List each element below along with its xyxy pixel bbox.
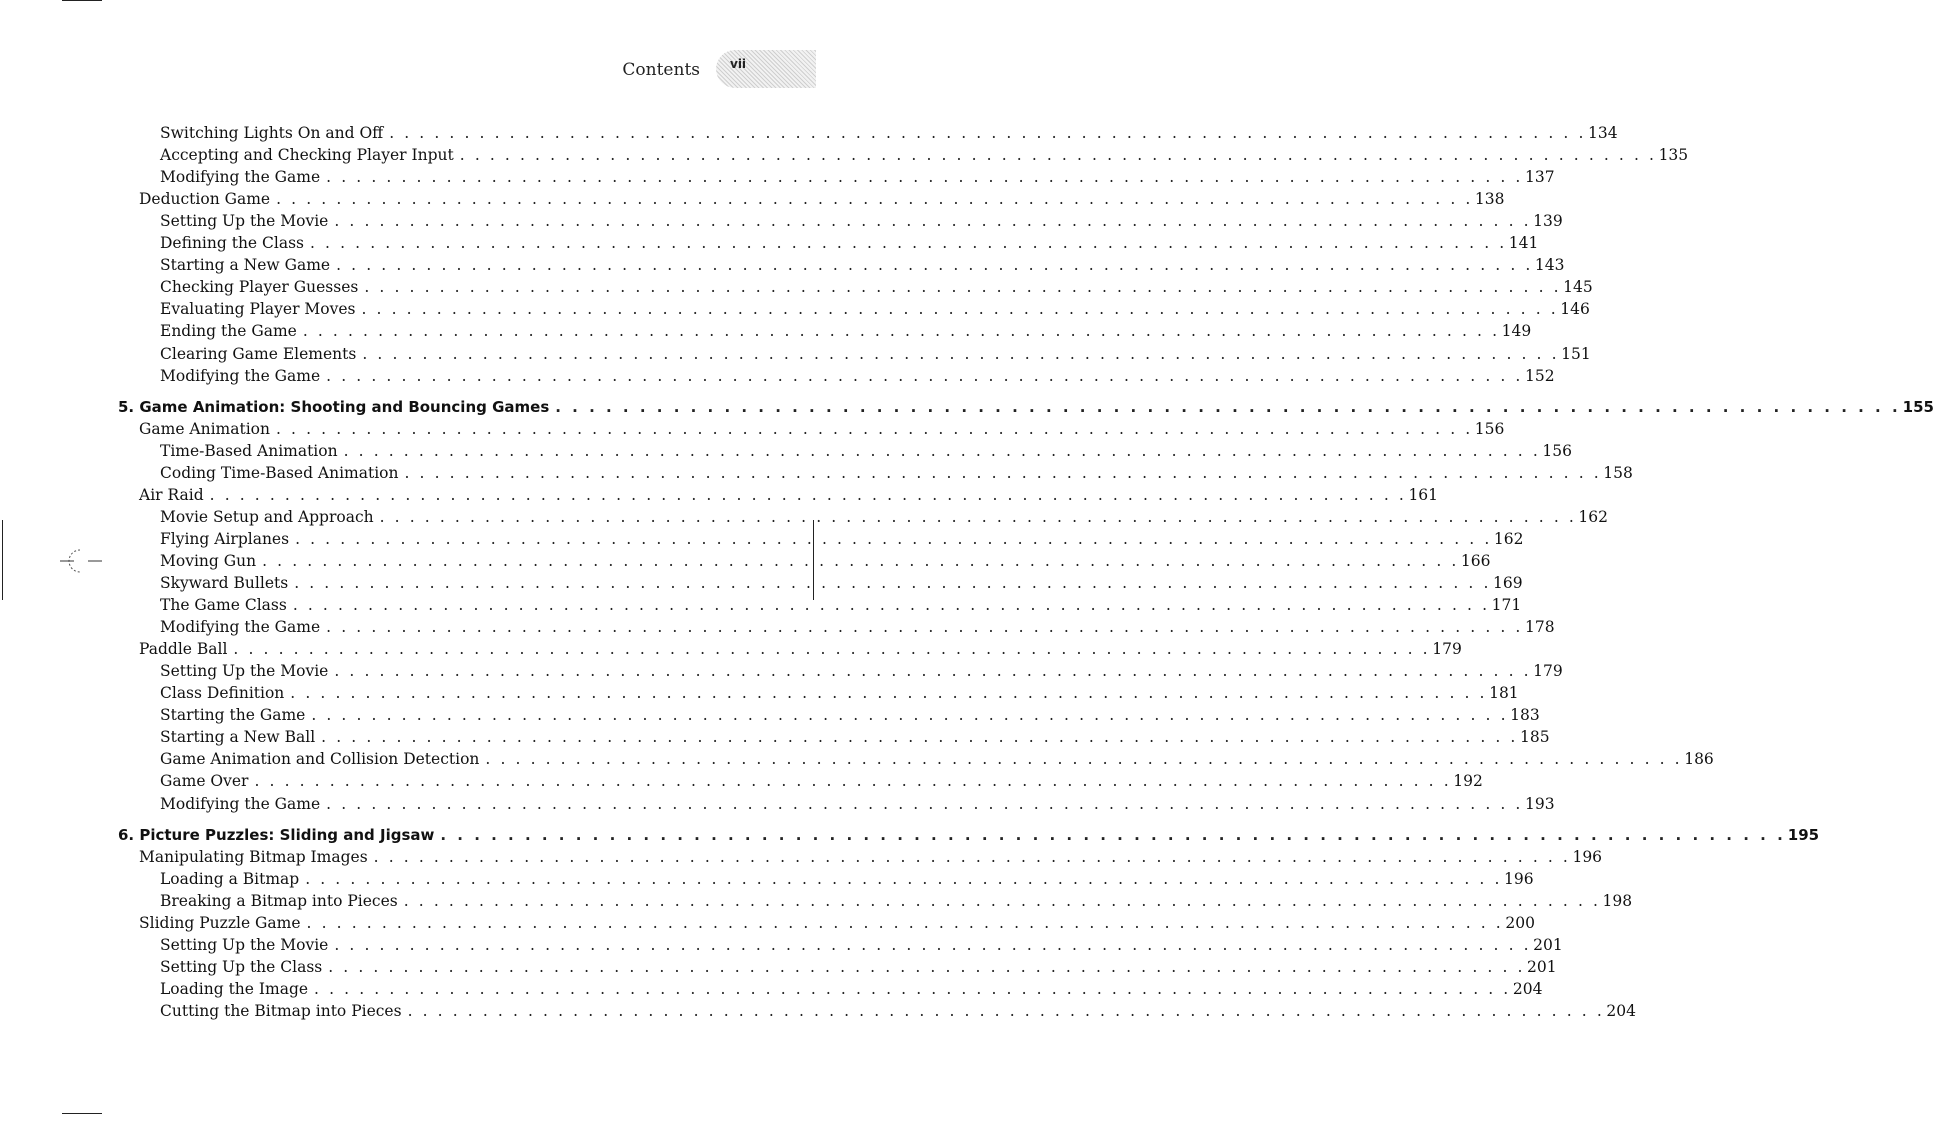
toc-entry-page: 158 (1603, 463, 1633, 482)
toc-entry-page: 155 (1902, 397, 1934, 416)
toc-entry-page: 195 (1787, 825, 1820, 844)
toc-subsection[interactable] (160, 616, 1555, 638)
dot-leader: . . . . . . . . . . . . . . . . . . . . . . . . . . . . . . . . . . . . . . . . . . . . . . . . . . . . . . . . . . . . . . . . . . . . . . . . . . . . . . . . (310, 234, 1507, 253)
toc-subsection[interactable] (160, 572, 1523, 594)
toc-subsection[interactable] (160, 682, 1519, 704)
dot-leader: . . . . . . . . . . . . . . . . . . . . . . . . . . . . . . . . . . . . . . . . . . . . . . . . . . . . . . . . . . . . . . . . . . . . . . . . . . . . . . . . (292, 596, 1490, 615)
dot-leader: . . . . . . . . . . . . . . . . . . . . . . . . . . . . . . . . . . . . . . . . . . . . . . . . . . . . . . . . . . . . . . . . . . . . . . . . . . . . . . . . (254, 772, 1452, 791)
toc-entry-page: 181 (1489, 684, 1519, 703)
dot-leader: . . . . . . . . . . . . . . . . . . . . . . . . . . . . . . . . . . . . . . . . . . . . . . . . . . . . . . . . . . . . . . . . . . . . . . . . . . . . . . . . (361, 300, 1559, 319)
toc-subsection[interactable] (160, 320, 1532, 342)
toc-section[interactable] (139, 846, 1603, 868)
toc-entry-page: 204 (1606, 1001, 1636, 1020)
dot-leader: . . . . . . . . . . . . . . . . . . . . . . . . . . . . . . . . . . . . . . . . . . . . . . . . . . . . . . . . . . . . . . . . . . . . . . . . . . . . . . . . (334, 935, 1532, 954)
toc-subsection[interactable] (160, 440, 1572, 462)
toc-subsection[interactable] (160, 660, 1563, 682)
toc-entry-title: Accepting and Checking Player Input (160, 144, 460, 166)
toc-entry-title: 6. Picture Puzzles: Sliding and Jigsaw (118, 824, 440, 846)
toc-entry-page: 156 (1542, 441, 1572, 460)
running-header (0, 58, 816, 88)
toc-entry-title: Modifying the Game (160, 793, 326, 815)
toc-entry-title: 5. Game Animation: Shooting and Bouncing Games (118, 396, 555, 418)
dot-leader: . . . . . . . . . . . . . . . . . . . . . . . . . . . . . . . . . . . . . . . . . . . . . . . . . . . . . . . . . . . . . . . . . . . . . . . . . . . . . . . . (290, 684, 1488, 703)
crop-mark-bottom-left (62, 1113, 102, 1114)
toc-entry-page: 143 (1534, 256, 1565, 275)
dot-leader: . . . . . . . . . . . . . . . . . . . . . . . . . . . . . . . . . . . . . . . . . . . . . . . . . . . . . . . . . . . . . . . . . . . . . . . . . . . . . . . . (326, 618, 1523, 637)
toc-entry-page: 156 (1474, 419, 1505, 438)
toc-subsection[interactable] (160, 365, 1555, 387)
toc-chapter[interactable] (118, 824, 1820, 846)
page-number: vii (730, 57, 747, 71)
toc-subsection[interactable] (160, 934, 1563, 956)
toc-subsection[interactable] (160, 748, 1714, 770)
toc-entry-page: 135 (1658, 146, 1689, 165)
toc-entry-title: Checking Player Guesses (160, 276, 364, 298)
dot-leader: . . . . . . . . . . . . . . . . . . . . . . . . . . . . . . . . . . . . . . . . . . . . . . . . . . . . . . . . . . . . . . . . . . . . . . . . . . . . . . . . (233, 640, 1431, 659)
toc-entry-title: Game Animation and Collision Detection (160, 748, 485, 770)
dot-leader: . . . . . . . . . . . . . . . . . . . . . . . . . . . . . . . . . . . . . . . . . . . . . . . . . . . . . . . . . . . . . . . . . . . . . . . . . . . . . . . . (276, 419, 1473, 438)
toc-entry-page: 183 (1510, 706, 1540, 725)
toc-entry-title: Cutting the Bitmap into Pieces (160, 1000, 408, 1022)
toc-entry-title: Setting Up the Movie (160, 660, 334, 682)
dot-leader: . . . . . . . . . . . . . . . . . . . . . . . . . . . . . . . . . . . . . . . . . . . . . . . . . . . . . . . . . . . . . . . . . . . . . . . . . . . . . . . . (555, 397, 1901, 416)
toc-entry-page: 178 (1524, 618, 1555, 637)
dot-leader: . . . . . . . . . . . . . . . . . . . . . . . . . . . . . . . . . . . . . . . . . . . . . . . . . . . . . . . . . . . . . . . . . . . . . . . . . . . . . . . . (343, 441, 1541, 460)
toc-entry-page: 134 (1588, 124, 1618, 142)
dot-leader: . . . . . . . . . . . . . . . . . . . . . . . . . . . . . . . . . . . . . . . . . . . . . . . . . . . . . . . . . . . . . . . . . . . . . . . . . . . . . . . . (379, 507, 1577, 526)
toc-entry-title: Game Over (160, 770, 254, 792)
toc-section[interactable] (139, 188, 1505, 210)
toc-subsection[interactable] (160, 978, 1543, 1000)
toc-entry-title: Starting a New Ball (160, 726, 321, 748)
toc-entry-title: Modifying the Game (160, 616, 326, 638)
dot-leader: . . . . . . . . . . . . . . . . . . . . . . . . . . . . . . . . . . . . . . . . . . . . . . . . . . . . . . . . . . . . . . . . . . . . . . . . . . . . . . . . (209, 485, 1407, 504)
dot-leader: . . . . . . . . . . . . . . . . . . . . . . . . . . . . . . . . . . . . . . . . . . . . . . . . . . . . . . . . . . . . . . . . . . . . . . . . . . . . . . . . (407, 1001, 1605, 1020)
dot-leader: . . . . . . . . . . . . . . . . . . . . . . . . . . . . . . . . . . . . . . . . . . . . . . . . . . . . . . . . . . . . . . . . . . . . . . . . . . . . . . . . (326, 168, 1523, 187)
dot-leader: . . . . . . . . . . . . . . . . . . . . . . . . . . . . . . . . . . . . . . . . . . . . . . . . . . . . . . . . . . . . . . . . . . . . . . . . . . . . . . . . (328, 957, 1526, 976)
toc-entry-page: 151 (1561, 344, 1591, 363)
toc-entry-title: Modifying the Game (160, 166, 326, 188)
toc-entry-title: Coding Time-Based Animation (160, 462, 405, 484)
toc-entry-title: Defining the Class (160, 232, 310, 254)
dot-leader: . . . . . . . . . . . . . . . . . . . . . . . . . . . . . . . . . . . . . . . . . . . . . . . . . . . . . . . . . . . . . . . . . . . . . . . . . . . . . . . . (294, 574, 1491, 592)
toc-entry-page: 196 (1503, 869, 1534, 888)
toc-entry-title: Breaking a Bitmap into Pieces (160, 890, 404, 912)
toc-subsection[interactable] (160, 1000, 1636, 1022)
toc-entry-title: Air Raid (139, 484, 210, 506)
dot-leader: . . . . . . . . . . . . . . . . . . . . . . . . . . . . . . . . . . . . . . . . . . . . . . . . . . . . . . . . . . . . . . . . . . . . . . . . . . . . . . . . (311, 706, 1509, 725)
crop-mark-left (2, 520, 3, 600)
toc-entry-page: 138 (1474, 190, 1505, 209)
toc-subsection[interactable] (160, 506, 1609, 528)
toc-entry-title: Class Definition (160, 682, 290, 704)
toc-entry-page: 145 (1563, 278, 1593, 297)
dot-leader: . . . . . . . . . . . . . . . . . . . . . . . . . . . . . . . . . . . . . . . . . . . . . . . . . . . . . . . . . . . . . . . . . . . . . . . . . . . . . . . . (403, 891, 1601, 910)
dot-leader: . . . . . . . . . . . . . . . . . . . . . . . . . . . . . . . . . . . . . . . . . . . . . . . . . . . . . . . . . . . . . . . . . . . . . . . . . . . . . . . . (336, 256, 1533, 275)
dot-leader: . . . . . . . . . . . . . . . . . . . . . . . . . . . . . . . . . . . . . . . . . . . . . . . . . . . . . . . . . . . . . . . . . . . . . . . . . . . . . . . . (276, 190, 1473, 209)
toc-entry-title: Time-Based Animation (160, 440, 344, 462)
toc-entry-page: 146 (1560, 300, 1590, 319)
toc-entry-title: Clearing Game Elements (160, 343, 362, 365)
toc-section[interactable] (139, 912, 1535, 934)
toc-subsection[interactable] (160, 232, 1539, 254)
toc-subsection[interactable] (160, 122, 1618, 144)
toc-entry-page: 179 (1432, 640, 1462, 659)
toc-subsection[interactable] (160, 726, 1550, 748)
toc-entry-title: Paddle Ball (139, 638, 233, 660)
toc-subsection[interactable] (160, 210, 1563, 232)
toc-entry-title: Moving Gun (160, 550, 262, 572)
toc-entry-title: Deduction Game (139, 188, 276, 210)
toc-entry-title: Setting Up the Class (160, 956, 328, 978)
toc-subsection[interactable] (160, 298, 1590, 320)
toc-entry-page: 162 (1578, 507, 1609, 526)
toc-entry-page: 201 (1533, 935, 1563, 954)
toc-entry-title: Loading the Image (160, 978, 314, 1000)
dot-leader: . . . . . . . . . . . . . . . . . . . . . . . . . . . . . . . . . . . . . . . . . . . . . . . . . . . . . . . . . . . . . . . . . . . . . . . . . . . . . . . . (305, 869, 1502, 888)
toc-entry-title: Sliding Puzzle Game (139, 912, 307, 934)
toc-entry-page: 196 (1572, 847, 1603, 866)
header-title: Contents (622, 60, 700, 80)
toc-subsection[interactable] (160, 770, 1483, 792)
dot-leader: . . . . . . . . . . . . . . . . . . . . . . . . . . . . . . . . . . . . . . . . . . . . . . . . . . . . . . . . . . . . . . . . . . . . . . . . . . . . . . . . (364, 278, 1562, 297)
toc-entry-page: 198 (1602, 891, 1633, 910)
dot-leader: . . . . . . . . . . . . . . . . . . . . . . . . . . . . . . . . . . . . . . . . . . . . . . . . . . . . . . . . . . . . . . . . . . . . . . . . . . . . . . . . (321, 728, 1518, 747)
toc-subsection[interactable] (160, 594, 1522, 616)
toc-entry-page: 193 (1524, 794, 1555, 813)
toc-subsection[interactable] (160, 144, 1689, 166)
toc-entry-title: Ending the Game (160, 320, 303, 342)
toc-entry-page: 201 (1527, 957, 1557, 976)
toc-subsection[interactable] (160, 528, 1524, 550)
dot-leader: . . . . . . . . . . . . . . . . . . . . . . . . . . . . . . . . . . . . . . . . . . . . . . . . . . . . . . . . . . . . . . . . . . . . . . . . . . . . . . . . (404, 463, 1602, 482)
toc-subsection[interactable] (160, 254, 1565, 276)
toc-entry-page: 137 (1524, 168, 1555, 187)
toc-entry-page: 161 (1408, 485, 1439, 504)
toc-subsection[interactable] (160, 890, 1633, 912)
dot-leader: . . . . . . . . . . . . . . . . . . . . . . . . . . . . . . . . . . . . . . . . . . . . . . . . . . . . . . . . . . . . . . . . . . . . . . . . . . . . . . . . (262, 551, 1459, 570)
toc-entry-title: Game Animation (139, 418, 276, 440)
dot-leader: . . . . . . . . . . . . . . . . . . . . . . . . . . . . . . . . . . . . . . . . . . . . . . . . . . . . . . . . . . . . . . . . . . . . . . . . . . . . . . . . (334, 662, 1532, 681)
toc-entry-title: Starting the Game (160, 704, 311, 726)
dot-leader: . . . . . . . . . . . . . . . . . . . . . . . . . . . . . . . . . . . . . . . . . . . . . . . . . . . . . . . . . . . . . . . . . . . . . . . . . . . . . . . . (373, 847, 1571, 866)
toc-entry-page: 179 (1533, 662, 1563, 681)
page-number-tab (716, 50, 816, 88)
toc-entry-page: 200 (1505, 913, 1535, 932)
toc-subsection[interactable] (160, 166, 1555, 188)
toc-entry-title: Flying Airplanes (160, 528, 295, 550)
toc-entry-title: The Game Class (160, 594, 293, 616)
dot-leader: . . . . . . . . . . . . . . . . . . . . . . . . . . . . . . . . . . . . . . . . . . . . . . . . . . . . . . . . . . . . . . . . . . . . . . . . . . . . . . . . (295, 529, 1492, 548)
toc-subsection[interactable] (160, 550, 1491, 572)
toc-entry-title: Switching Lights On and Off (160, 122, 389, 144)
toc-subsection[interactable] (160, 462, 1633, 484)
toc-entry-title: Modifying the Game (160, 365, 326, 387)
toc-entry-title: Manipulating Bitmap Images (139, 846, 374, 868)
toc-entry-title: Skyward Bullets (160, 572, 294, 594)
toc-entry-title: Setting Up the Movie (160, 934, 334, 956)
toc-entry-page: 141 (1508, 234, 1539, 253)
dot-leader: . . . . . . . . . . . . . . . . . . . . . . . . . . . . . . . . . . . . . . . . . . . . . . . . . . . . . . . . . . . . . . . . . . . . . . . . . . . . . . . . (389, 124, 1586, 142)
toc-subsection[interactable] (160, 343, 1591, 365)
toc-entry-title: Evaluating Player Moves (160, 298, 362, 320)
dot-leader: . . . . . . . . . . . . . . . . . . . . . . . . . . . . . . . . . . . . . . . . . . . . . . . . . . . . . . . . . . . . . . . . . . . . . . . . . . . . . . . . (314, 979, 1511, 998)
toc-section[interactable] (139, 484, 1439, 506)
toc-entry-page: 152 (1524, 366, 1555, 385)
toc-subsection[interactable] (160, 793, 1555, 815)
dot-leader: . . . . . . . . . . . . . . . . . . . . . . . . . . . . . . . . . . . . . . . . . . . . . . . . . . . . . . . . . . . . . . . . . . . . . . . . . . . . . . . . (459, 146, 1657, 165)
toc-subsection[interactable] (160, 704, 1540, 726)
toc-entry-page: 186 (1684, 750, 1714, 769)
toc-entry-page: 139 (1533, 212, 1563, 231)
crop-mark-top-left (62, 0, 102, 1)
toc-entry-page: 166 (1460, 551, 1491, 570)
toc-entry-page: 185 (1519, 728, 1550, 747)
toc-entry-title: Setting Up the Movie (160, 210, 334, 232)
toc-entry-title: Loading a Bitmap (160, 868, 305, 890)
dot-leader: . . . . . . . . . . . . . . . . . . . . . . . . . . . . . . . . . . . . . . . . . . . . . . . . . . . . . . . . . . . . . . . . . . . . . . . . . . . . . . . . (440, 825, 1786, 844)
dot-leader: . . . . . . . . . . . . . . . . . . . . . . . . . . . . . . . . . . . . . . . . . . . . . . . . . . . . . . . . . . . . . . . . . . . . . . . . . . . . . . . . (485, 750, 1683, 769)
dot-leader: . . . . . . . . . . . . . . . . . . . . . . . . . . . . . . . . . . . . . . . . . . . . . . . . . . . . . . . . . . . . . . . . . . . . . . . . . . . . . . . . (334, 212, 1532, 231)
dot-leader: . . . . . . . . . . . . . . . . . . . . . . . . . . . . . . . . . . . . . . . . . . . . . . . . . . . . . . . . . . . . . . . . . . . . . . . . . . . . . . . . (302, 322, 1500, 341)
dot-leader: . . . . . . . . . . . . . . . . . . . . . . . . . . . . . . . . . . . . . . . . . . . . . . . . . . . . . . . . . . . . . . . . . . . . . . . . . . . . . . . . (326, 366, 1523, 385)
dot-leader: . . . . . . . . . . . . . . . . . . . . . . . . . . . . . . . . . . . . . . . . . . . . . . . . . . . . . . . . . . . . . . . . . . . . . . . . . . . . . . . . (326, 794, 1523, 813)
toc-entry-page: 192 (1453, 772, 1483, 791)
dot-leader: . . . . . . . . . . . . . . . . . . . . . . . . . . . . . . . . . . . . . . . . . . . . . . . . . . . . . . . . . . . . . . . . . . . . . . . . . . . . . . . . (306, 913, 1504, 932)
toc-chapter[interactable] (118, 396, 1934, 418)
toc-entry-page: 204 (1512, 979, 1543, 998)
toc-entry-page: 149 (1501, 322, 1532, 341)
toc-entry-page: 171 (1491, 596, 1522, 615)
toc-section[interactable] (139, 418, 1505, 440)
toc-entry-title: Starting a New Game (160, 254, 336, 276)
toc-entry-page: 162 (1493, 529, 1524, 548)
dot-leader: . . . . . . . . . . . . . . . . . . . . . . . . . . . . . . . . . . . . . . . . . . . . . . . . . . . . . . . . . . . . . . . . . . . . . . . . . . . . . . . . (362, 344, 1560, 363)
toc-entry-title: Movie Setup and Approach (160, 506, 380, 528)
toc-section[interactable] (139, 638, 1462, 660)
toc-subsection[interactable] (160, 956, 1557, 978)
toc-subsection[interactable] (160, 868, 1534, 890)
toc-subsection[interactable] (160, 276, 1593, 298)
registration-mark-icon (58, 548, 104, 574)
toc-entry-page: 169 (1492, 574, 1523, 592)
